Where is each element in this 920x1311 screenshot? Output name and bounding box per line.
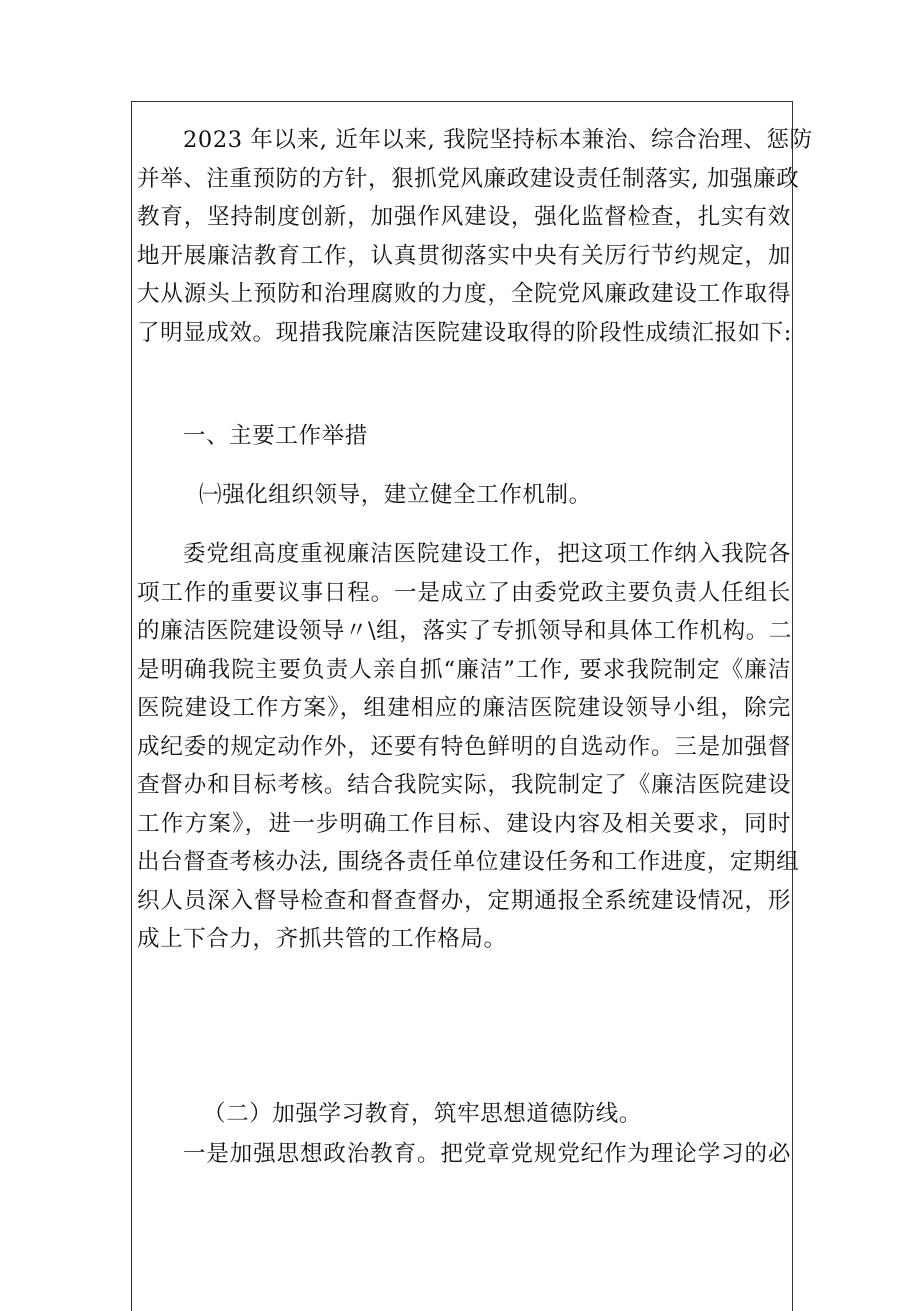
intro-line: 大从源头上预防和治理腐败的力度，全院党风廉政建设工作取得 — [137, 281, 791, 307]
section-heading-text: 一、主要工作举措 — [183, 423, 368, 449]
body-line: 一是加强思想政治教育。把党章党规党纪作为理论学习的必 — [183, 1141, 791, 1167]
intro-line: 2023 年以来, 近年以来, 我院坚持标本兼治、综合治理、惩防 — [183, 127, 813, 153]
body-line: 成纪委的规定动作外，还要有特色鲜明的自选动作。三是加强督 — [137, 733, 791, 760]
body-paragraph — [137, 535, 800, 959]
body-line: 委党组高度重视廉洁医院建设工作，把这项工作纳入我院各 — [183, 541, 791, 567]
intro-line: 并举、注重预防的方针，狠抓党风廉政建设责任制落实, 加强廉政 — [137, 165, 800, 192]
body-line: 医院建设工作方案》，组建相应的廉洁医院建设领导小组，除完 — [137, 695, 791, 721]
intro-line: 了明显成效。现措我院廉洁医院建设取得的阶段性成绩汇报如下: — [137, 319, 792, 346]
subsection-heading — [137, 476, 791, 515]
body-line: 项工作的重要议事日程。一是成立了由委党政主要负责人任组长 — [137, 579, 791, 606]
body-line: 查督办和目标考核。结合我院实际，我院制定了《廉洁医院建设 — [137, 772, 791, 798]
intro-line: 教育，坚持制度创新，加强作风建设，强化监督检查，扎实有效 — [137, 204, 791, 230]
body-line: 成上下合力，齐抓共管的工作格局。 — [137, 926, 507, 952]
body-line: 是明确我院主要负责人亲自抓“廉洁”工作, 要求我院制定《廉洁 — [137, 656, 791, 683]
section-heading — [137, 417, 791, 456]
subsection-heading-text: ㈠强化组织领导，建立健全工作机制。 — [199, 482, 592, 508]
subsection-heading-text: （二）加强学习教育，筑牢思想道德防线。 — [203, 1101, 642, 1127]
body-line: 的廉洁医院建设领导〃\组，落实了专抓领导和具体工作机构。二 — [137, 618, 792, 644]
intro-line: 地开展廉洁教育工作，认真贯彻落实中央有关厉行节约规定，加 — [137, 242, 791, 269]
subsection-heading — [137, 1095, 791, 1134]
body-paragraph — [137, 1135, 791, 1174]
body-line: 出台督查考核办法, 围绕各责任单位建设任务和工作进度，定期组 — [137, 849, 800, 875]
body-line: 工作方案》，进一步明确工作目标、建设内容及相关要求，同时 — [137, 810, 791, 837]
body-line: 织人员深入督导检查和督查督办，定期通报全系统建设情况，形 — [137, 887, 791, 914]
intro-paragraph — [137, 121, 813, 352]
